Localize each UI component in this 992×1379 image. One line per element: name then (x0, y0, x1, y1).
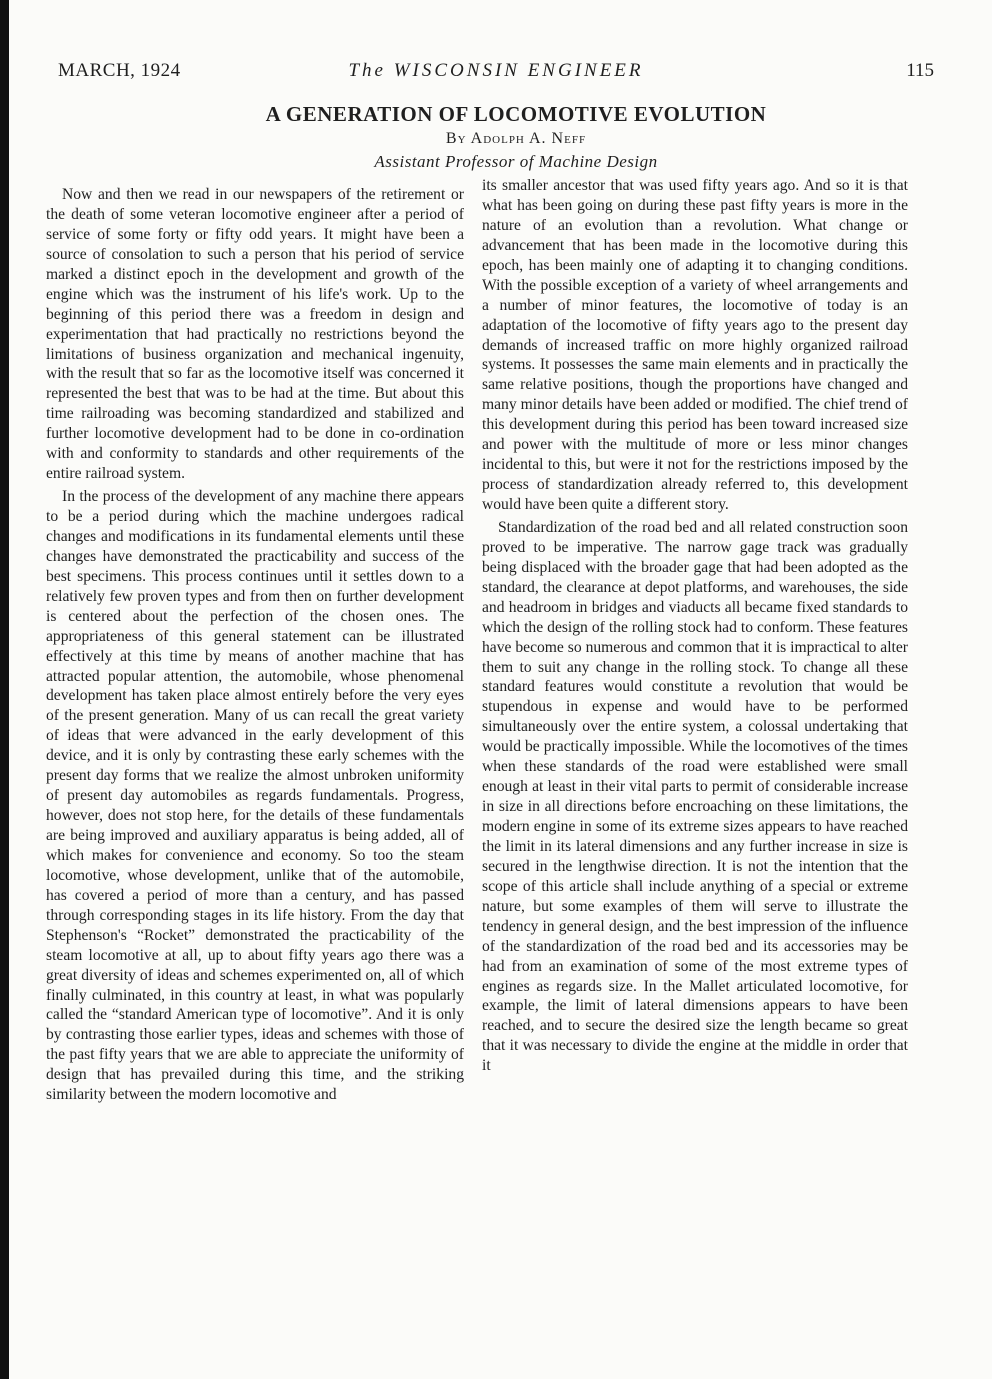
running-header (58, 60, 934, 90)
paragraph: Standardization of the road bed and all related construction soon proved to be imperative. The narrow gage track was gradually being displaced with the broader gage that had been adopted as the standard, the clearance at depot platforms, and warehouses, the side and headroom in bridges and viaducts all became fixed standards to which the design of the rolling stock had to conform. These features have become so numerous and common that it is impractical to alter them to suit any change in the rolling stock. To change all these standard features would constitute a revolution that would be stupendous in expense and would have to be performed simultaneously over the entire system, a colossal undertaking that would be practically impossible. While the locomotives of the times when these standards of the road were established were small enough at least in their vital parts to permit of considerable increase in size in all directions before encroaching on these limitations, the modern engine in some of its extreme sizes appears to have reached the limit in its lateral dimensions and any further increase in size is secured in the lengthwise direction. It is not the intention that the scope of this article shall include anything of a special or extreme nature, but some examples of them will serve to illustrate the tendency in general design, and the best impression of the influence of the standardization of the road bed and its accessories may be had from an examination of some of the most extreme types of engines as regards size. In the Mallet articulated locomotive, for example, the limit of lateral dimensions appears to have been reached, and to secure the desired size the length became so great that it was necessary to divide the engine at the middle in order that it (482, 518, 908, 1075)
right-column (482, 176, 908, 1076)
author-byline: By Adolph A. Neff (445, 130, 587, 147)
page-number: 115 (906, 60, 934, 81)
article-heading (0, 100, 992, 174)
article-title: A GENERATION OF LOCOMOTIVE EVOLUTION (265, 102, 767, 126)
journal-name: The WISCONSIN ENGINEER (348, 60, 644, 81)
paragraph: its smaller ancestor that was used fifty years ago. And so it is that what has been going on during these past fifty years is more in the nature of an evolution than a revolution. What change or advancement that has been made in the locomotive during this epoch, has been mainly one of adapting it to changing conditions. With the possible exception of a variety of wheel arrangements and a number of minor features, the locomotive of today is an adaptation of the locomotive of fifty years ago to the present day demands of increased traffic on more highly organized railroad systems. It possesses the same main elements and in practically the same relative positions, though the proportions have changed and many minor details have been added or modified. The chief trend of this development during this period has been toward increased size and power with the multitude of more or less minor changes incidental to this, but were it not for the restrictions imposed by the process of standardization already referred to, this development would have been quite a different story. (482, 177, 908, 513)
paragraph: In the process of the development of any machine there appears to be a period during which the machine undergoes radical changes and modifications in its fundamental elements until these changes have demonstrated the practicability and success of the best specimens. This process continues until it settles down to a relatively few proven types and from then on further development is centered about the perfection of the chosen ones. The appropriateness of this general statement can be illustrated effectively at this time by means of another machine that has attracted popular attention, the automobile, whose phenomenal development has taken place almost entirely before the very eyes of the present generation. Many of us can recall the great variety of ideas that were advanced in the early development of this device, and it is only by contrasting these early schemes with the present day forms that we realize the almost unbroken uniformity of present day automobiles as regards fundamentals. Progress, however, does not stop here, for the details of these fundamentals are being improved and auxiliary apparatus is being added, all of which makes for convenience and economy. So too the steam locomotive, whose development, unlike that of the automobile, has covered a period of more than a century, and has passed through corresponding stages in its life history. From the day that Stephenson's “Rocket” demonstrated the practicability of the steam locomotive at all, up to about fifty years ago there was a great diversity of ideas and schemes experimented on, all of which finally culminated, in this country at least, in what was popularly called the “standard American type of locomotive”. And it is only by contrasting those earlier types, ideas and schemes with those of the past fifty years that we are able to appreciate the uniformity of design that has prevailed during this time, and the striking similarity between the modern locomotive and (46, 488, 464, 1104)
author-affiliation: Assistant Professor of Machine Design (374, 152, 658, 171)
paragraph: Now and then we read in our newspapers of the retirement or the death of some veteran locomotive engineer after a period of service of some forty or fifty odd years. It might have been a source of consolation to such a person that his period of service marked a distinct epoch in the development and growth of the engine which was the instrument of his life's work. Up to the beginning of this period there was a freedom in design and experimentation that had practically no restrictions beyond the limitations of business organization and mechanical ingenuity, with the result that so far as the locomotive itself was concerned it represented the best that was to be had at the time. But about this time railroading was becoming standardized and stabilized and further locomotive development had to be done in co-ordination with and conformity to standards and other requirements of the entire railroad system. (46, 186, 464, 483)
issue-date: MARCH, 1924 (58, 60, 181, 81)
left-column (46, 185, 464, 1105)
scan-edge (0, 0, 9, 1379)
